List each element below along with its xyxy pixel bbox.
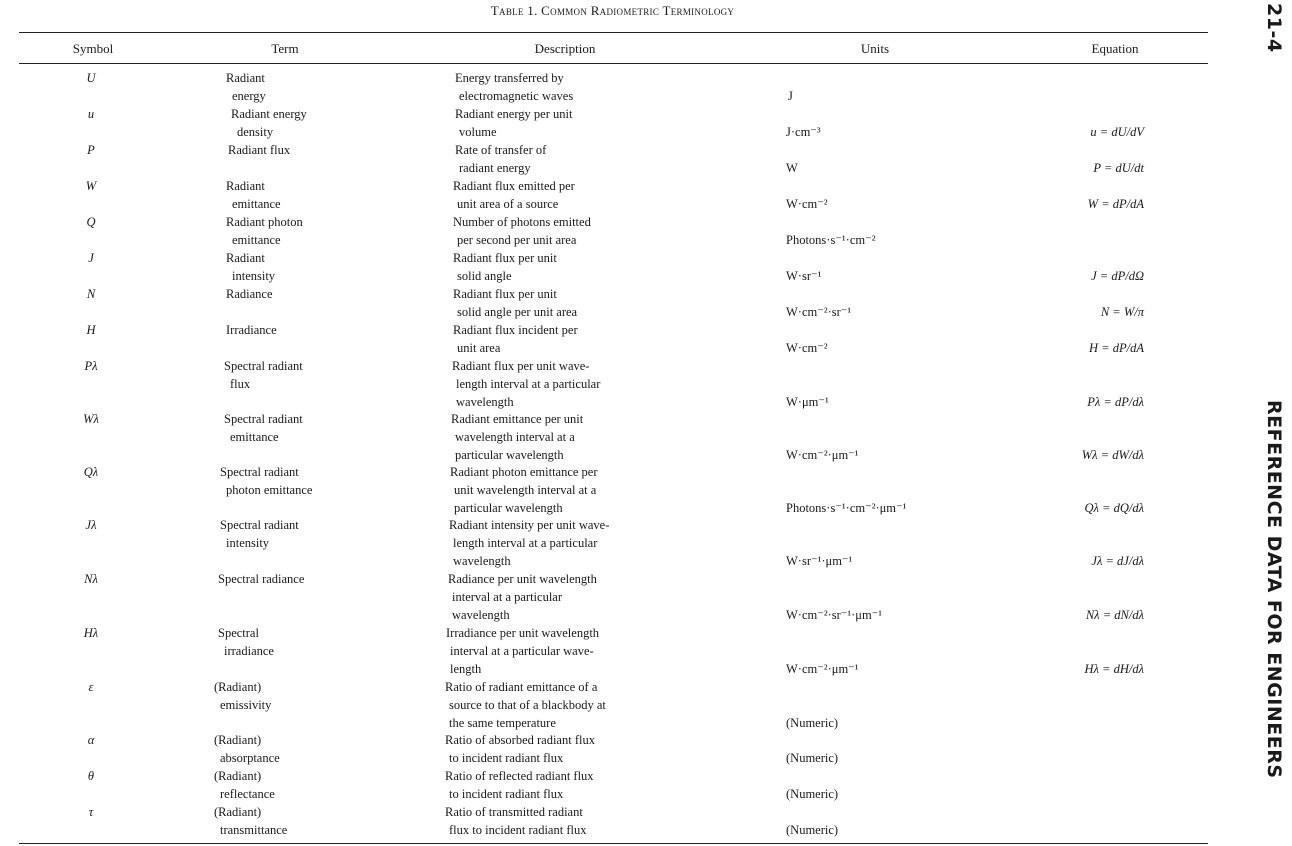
- term-cell: Spectral radiant: [224, 412, 303, 426]
- symbol-cell: J: [88, 251, 94, 265]
- header-description: Description: [534, 41, 596, 56]
- description-cell: Ratio of radiant emittance of a: [445, 680, 598, 694]
- term-cell: Radiant: [226, 179, 265, 193]
- description-cell: Radiant flux emitted per: [453, 179, 575, 193]
- header-units: Units: [860, 41, 890, 56]
- description-cell: Radiant photon emittance per: [450, 465, 598, 479]
- term-cell: (Radiant): [214, 733, 262, 747]
- symbol-cell: W: [85, 179, 97, 193]
- description-cell: length: [450, 661, 482, 676]
- description-cell: flux to incident radiant flux: [449, 822, 587, 837]
- description-cell: Radiant flux per unit wave-: [452, 359, 590, 373]
- units-cell: Photons·s⁻¹·cm⁻²·μm⁻¹: [786, 500, 907, 515]
- equation-cell: Wλ = dW/dλ: [1081, 447, 1144, 462]
- equation-cell: N = W/π: [1100, 304, 1144, 319]
- description-cell: unit area of a source: [457, 196, 559, 211]
- equation-cell: Nλ = dN/dλ: [1085, 607, 1144, 622]
- units-cell: Photons·s⁻¹·cm⁻²: [786, 232, 876, 247]
- term-cell: reflectance: [220, 786, 275, 801]
- units-cell: W·cm⁻²·μm⁻¹: [786, 661, 859, 676]
- term-cell: Spectral radiance: [218, 572, 305, 586]
- term-cell: Spectral radiant: [224, 359, 303, 373]
- symbol-cell: U: [86, 71, 96, 85]
- term-cell: Radiant: [226, 251, 265, 265]
- symbol-cell: α: [87, 733, 95, 747]
- term-cell: Radiant energy: [231, 107, 307, 121]
- description-cell: length interval at a particular: [453, 535, 598, 550]
- units-cell: (Numeric): [786, 822, 839, 837]
- term-cell: (Radiant): [214, 805, 262, 819]
- description-cell: Radiant emittance per unit: [451, 412, 584, 426]
- term-cell: Spectral: [218, 626, 259, 640]
- description-cell: unit area: [457, 340, 501, 355]
- term-cell: transmittance: [220, 822, 288, 837]
- equation-cell: u = dU/dV: [1090, 124, 1144, 139]
- term-cell: Spectral radiant: [220, 518, 299, 532]
- description-cell: Ratio of absorbed radiant flux: [445, 733, 595, 747]
- description-cell: Number of photons emitted: [453, 215, 591, 229]
- symbol-cell: Nλ: [84, 572, 98, 586]
- term-cell: absorptance: [220, 750, 280, 765]
- description-cell: Radiant energy per unit: [455, 107, 573, 121]
- equation-cell: Pλ = dP/dλ: [1087, 394, 1144, 409]
- description-cell: to incident radiant flux: [449, 786, 564, 801]
- description-cell: particular wavelength: [454, 500, 563, 515]
- term-cell: emittance: [232, 196, 281, 211]
- description-cell: Ratio of reflected radiant flux: [445, 769, 594, 783]
- description-cell: source to that of a blackbody at: [449, 697, 606, 712]
- chapter-title: REFERENCE DATA FOR ENGINEERS: [1263, 400, 1285, 779]
- description-cell: volume: [459, 124, 497, 139]
- term-cell: flux: [230, 376, 251, 391]
- description-cell: wavelength: [456, 394, 514, 409]
- description-cell: Energy transferred by: [455, 71, 564, 85]
- equation-cell: H = dP/dA: [1089, 340, 1144, 355]
- header-equation: Equation: [1091, 41, 1139, 56]
- term-cell: energy: [232, 88, 266, 103]
- description-cell: Radiance per unit wavelength: [448, 572, 597, 586]
- equation-cell: W = dP/dA: [1087, 196, 1144, 211]
- units-cell: W·cm⁻²: [786, 196, 828, 211]
- description-cell: wavelength: [452, 607, 510, 622]
- description-cell: to incident radiant flux: [449, 750, 564, 765]
- units-cell: W·cm⁻²·μm⁻¹: [786, 447, 859, 462]
- description-cell: solid angle: [457, 268, 512, 283]
- units-cell: (Numeric): [786, 715, 839, 730]
- term-cell: density: [237, 124, 274, 139]
- term-cell: Spectral radiant: [220, 465, 299, 479]
- description-cell: wavelength interval at a: [455, 429, 575, 444]
- page-number: 21-4: [1263, 3, 1285, 53]
- symbol-cell: Qλ: [83, 465, 99, 479]
- units-cell: W: [786, 160, 798, 175]
- equation-cell: Qλ = dQ/dλ: [1084, 500, 1144, 515]
- units-cell: W·cm⁻²·sr⁻¹: [786, 304, 852, 319]
- header-symbol: Symbol: [72, 41, 114, 56]
- term-cell: Radiant flux: [228, 143, 291, 157]
- units-cell: W·μm⁻¹: [786, 394, 829, 409]
- units-cell: W·sr⁻¹·μm⁻¹: [786, 553, 853, 568]
- term-cell: (Radiant): [214, 769, 262, 783]
- symbol-cell: Hλ: [83, 626, 99, 640]
- description-cell: Radiant flux per unit: [453, 287, 557, 301]
- symbol-cell: θ: [87, 769, 95, 783]
- description-cell: electromagnetic waves: [459, 88, 574, 103]
- term-cell: intensity: [232, 268, 276, 283]
- description-cell: wavelength: [453, 553, 511, 568]
- term-cell: photon emittance: [226, 482, 313, 497]
- term-cell: irradiance: [224, 643, 274, 658]
- description-cell: Irradiance per unit wavelength: [446, 626, 600, 640]
- symbol-cell: Pλ: [84, 359, 98, 373]
- symbol-cell: P: [87, 143, 95, 157]
- description-cell: Radiant flux incident per: [453, 323, 578, 337]
- symbol-cell: H: [86, 323, 96, 337]
- description-cell: Rate of transfer of: [455, 143, 547, 157]
- equation-cell: Hλ = dH/dλ: [1084, 661, 1144, 676]
- symbol-cell: u: [87, 107, 95, 121]
- equation-cell: Jλ = dJ/dλ: [1091, 553, 1144, 568]
- header-term: Term: [271, 41, 299, 56]
- symbol-cell: ε: [88, 680, 94, 694]
- table-caption: Table 1. Common Radiometric Terminology: [490, 3, 735, 18]
- units-cell: W·sr⁻¹: [786, 268, 822, 283]
- description-cell: particular wavelength: [455, 447, 564, 462]
- term-cell: Radiance: [226, 287, 273, 301]
- description-cell: radiant energy: [459, 160, 531, 175]
- side-margin: [1258, 0, 1292, 846]
- term-cell: emittance: [230, 429, 279, 444]
- symbol-cell: Wλ: [83, 412, 99, 426]
- term-cell: Radiant photon: [226, 215, 303, 229]
- description-cell: Radiant intensity per unit wave-: [449, 518, 610, 532]
- description-cell: solid angle per unit area: [457, 304, 578, 319]
- description-cell: unit wavelength interval at a: [454, 482, 597, 497]
- units-cell: J·cm⁻³: [786, 124, 821, 139]
- description-cell: length interval at a particular: [456, 376, 601, 391]
- units-cell: (Numeric): [786, 786, 839, 801]
- units-cell: (Numeric): [786, 750, 839, 765]
- description-cell: per second per unit area: [457, 232, 577, 247]
- symbol-cell: Jλ: [85, 518, 97, 532]
- equation-cell: P = dU/dt: [1093, 160, 1144, 175]
- units-cell: W·cm⁻²: [786, 340, 828, 355]
- symbol-cell: τ: [88, 805, 94, 819]
- symbol-cell: Q: [86, 215, 96, 229]
- term-cell: Radiant: [226, 71, 265, 85]
- description-cell: interval at a particular wave-: [450, 643, 594, 658]
- term-cell: intensity: [226, 535, 270, 550]
- term-cell: (Radiant): [214, 680, 262, 694]
- description-cell: Radiant flux per unit: [453, 251, 557, 265]
- units-cell: W·cm⁻²·sr⁻¹·μm⁻¹: [786, 607, 883, 622]
- symbol-cell: N: [86, 287, 96, 301]
- description-cell: interval at a particular: [452, 589, 563, 604]
- term-cell: emittance: [232, 232, 281, 247]
- description-cell: the same temperature: [449, 715, 556, 730]
- term-cell: emissivity: [220, 697, 272, 712]
- description-cell: Ratio of transmitted radiant: [445, 805, 583, 819]
- units-cell: J: [788, 88, 793, 103]
- term-cell: Irradiance: [226, 323, 277, 337]
- equation-cell: J = dP/dΩ: [1091, 268, 1144, 283]
